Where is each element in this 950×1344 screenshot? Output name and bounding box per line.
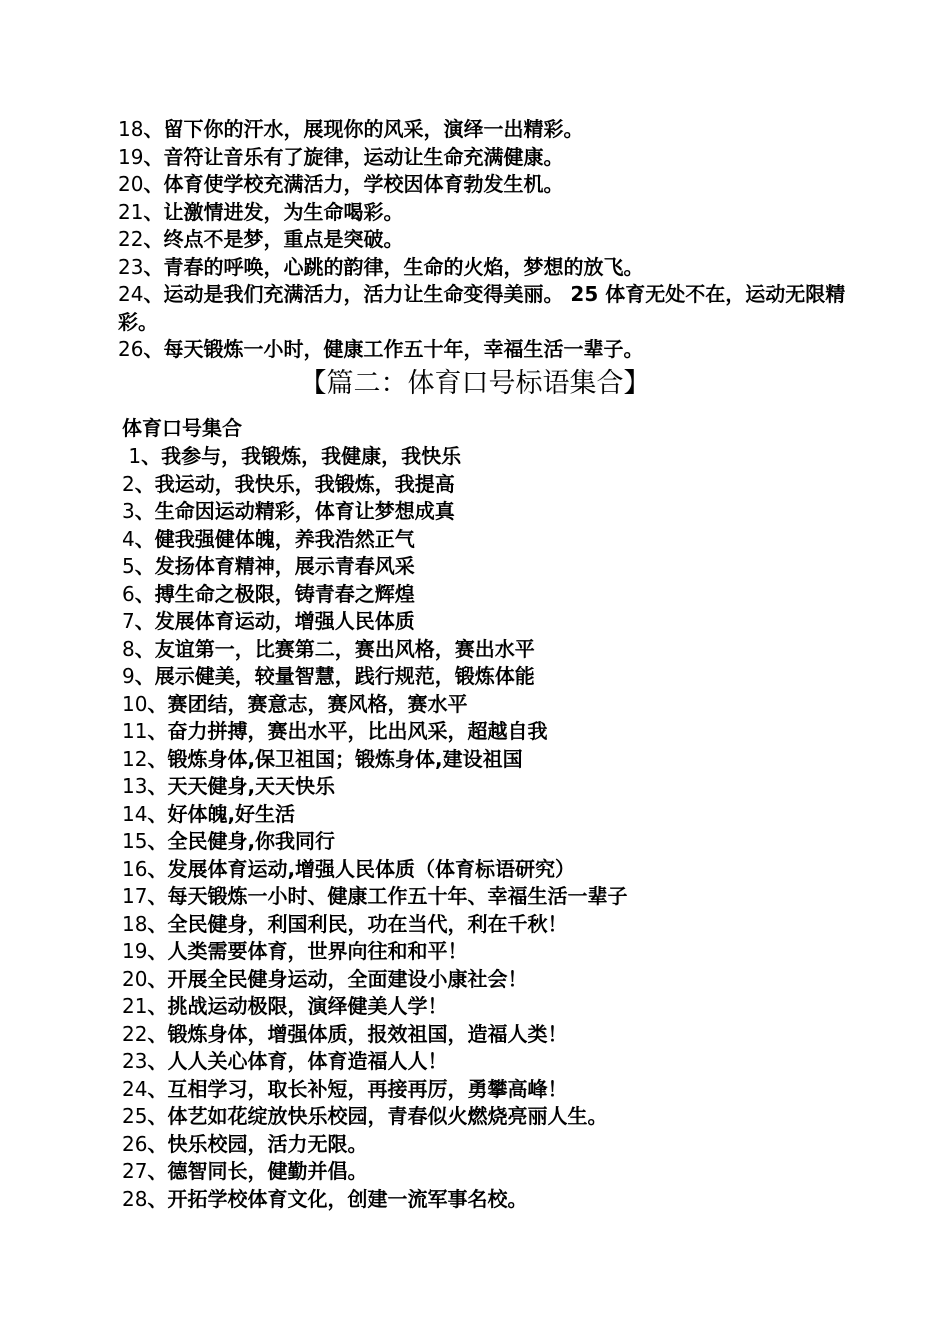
list-item: 23、人人关心体育，体育造福人人！ — [122, 1049, 448, 1073]
list-item: 1、我参与，我锻炼，我健康，我快乐 — [122, 444, 462, 468]
list-item: 12、锻炼身体,保卫祖国；锻炼身体,建设祖国 — [122, 746, 523, 771]
list-item: 28、开拓学校体育文化，创建一流军事名校。 — [122, 1186, 528, 1211]
list-item: 4、健我强健体魄，养我浩然正气 — [122, 526, 415, 551]
list-item: 19、人类需要体育，世界向往和和平！ — [122, 939, 468, 963]
section-title: 【篇二：体育口号标语集合】 — [299, 368, 651, 399]
list-item: 24、运动是我们充满活力，活力让生命变得美丽。 25 体育无处不在，运动无限精彩。 — [118, 282, 846, 334]
list-item: 2、我运动，我快乐，我锻炼，我提高 — [122, 471, 455, 496]
list-item: 5、发扬体育精神，展示青春风采 — [122, 554, 415, 578]
list-item: 27、德智同长，健勤并倡。 — [122, 1159, 368, 1183]
list-item: 26、每天锻炼一小时，健康工作五十年，幸福生活一辈子。 — [118, 337, 644, 361]
list-item: 19、音符让音乐有了旋律，运动让生命充满健康。 — [118, 144, 564, 169]
list-item: 22、终点不是梦，重点是突破。 — [118, 227, 404, 251]
list-item: 26、快乐校园，活力无限。 — [122, 1131, 368, 1156]
list-item: 3、生命因运动精彩，体育让梦想成真 — [122, 499, 455, 523]
list-item: 15、全民健身,你我同行 — [122, 829, 336, 853]
list-item: 6、搏生命之极限，铸青春之辉煌 — [122, 581, 415, 606]
list-item: 11、奋力拼搏，赛出水平，比出风采，超越自我 — [122, 719, 548, 743]
list-item: 23、青春的呼唤，心跳的韵律，生命的火焰，梦想的放飞。 — [118, 254, 644, 279]
list-item: 7、发展体育运动，增强人民体质 — [122, 609, 415, 633]
list-item: 25、体艺如花绽放快乐校园，青春似火燃烧亮丽人生。 — [122, 1104, 608, 1128]
list-item: 20、体育使学校充满活力，学校因体育勃发生机。 — [118, 172, 564, 196]
list-item: 13、天天健身,天天快乐 — [122, 774, 336, 798]
list-item: 18、全民健身，利国利民，功在当代，利在千秋！ — [122, 911, 568, 936]
list-item: 22、锻炼身体，增强体质，报效祖国，造福人类！ — [122, 1021, 568, 1046]
list-item: 20、开展全民健身运动，全面建设小康社会！ — [122, 966, 528, 991]
list-item: 21、挑战运动极限，演绎健美人学！ — [122, 994, 448, 1018]
slogan-list-continued — [118, 116, 878, 364]
list-item: 9、展示健美，较量智慧，践行规范，锻炼体能 — [122, 664, 535, 688]
sub-heading: 体育口号集合 — [122, 416, 242, 440]
list-item: 14、好体魄,好生活 — [122, 801, 296, 826]
list-item: 18、留下你的汗水，展现你的风采，演绎一出精彩。 — [118, 117, 584, 141]
slogan-list — [122, 443, 882, 1213]
list-item: 24、互相学习，取长补短，再接再厉，勇攀高峰！ — [122, 1076, 568, 1101]
list-item: 21、让激情进发，为生命喝彩。 — [118, 199, 404, 224]
list-item: 10、赛团结，赛意志，赛风格，赛水平 — [122, 691, 468, 716]
list-item: 8、友谊第一，比赛第二，赛出风格，赛出水平 — [122, 636, 535, 661]
list-item: 16、发展体育运动,增强人民体质（体育标语研究） — [122, 856, 576, 881]
list-item: 17、每天锻炼一小时、健康工作五十年、幸福生活一辈子 — [122, 884, 628, 908]
